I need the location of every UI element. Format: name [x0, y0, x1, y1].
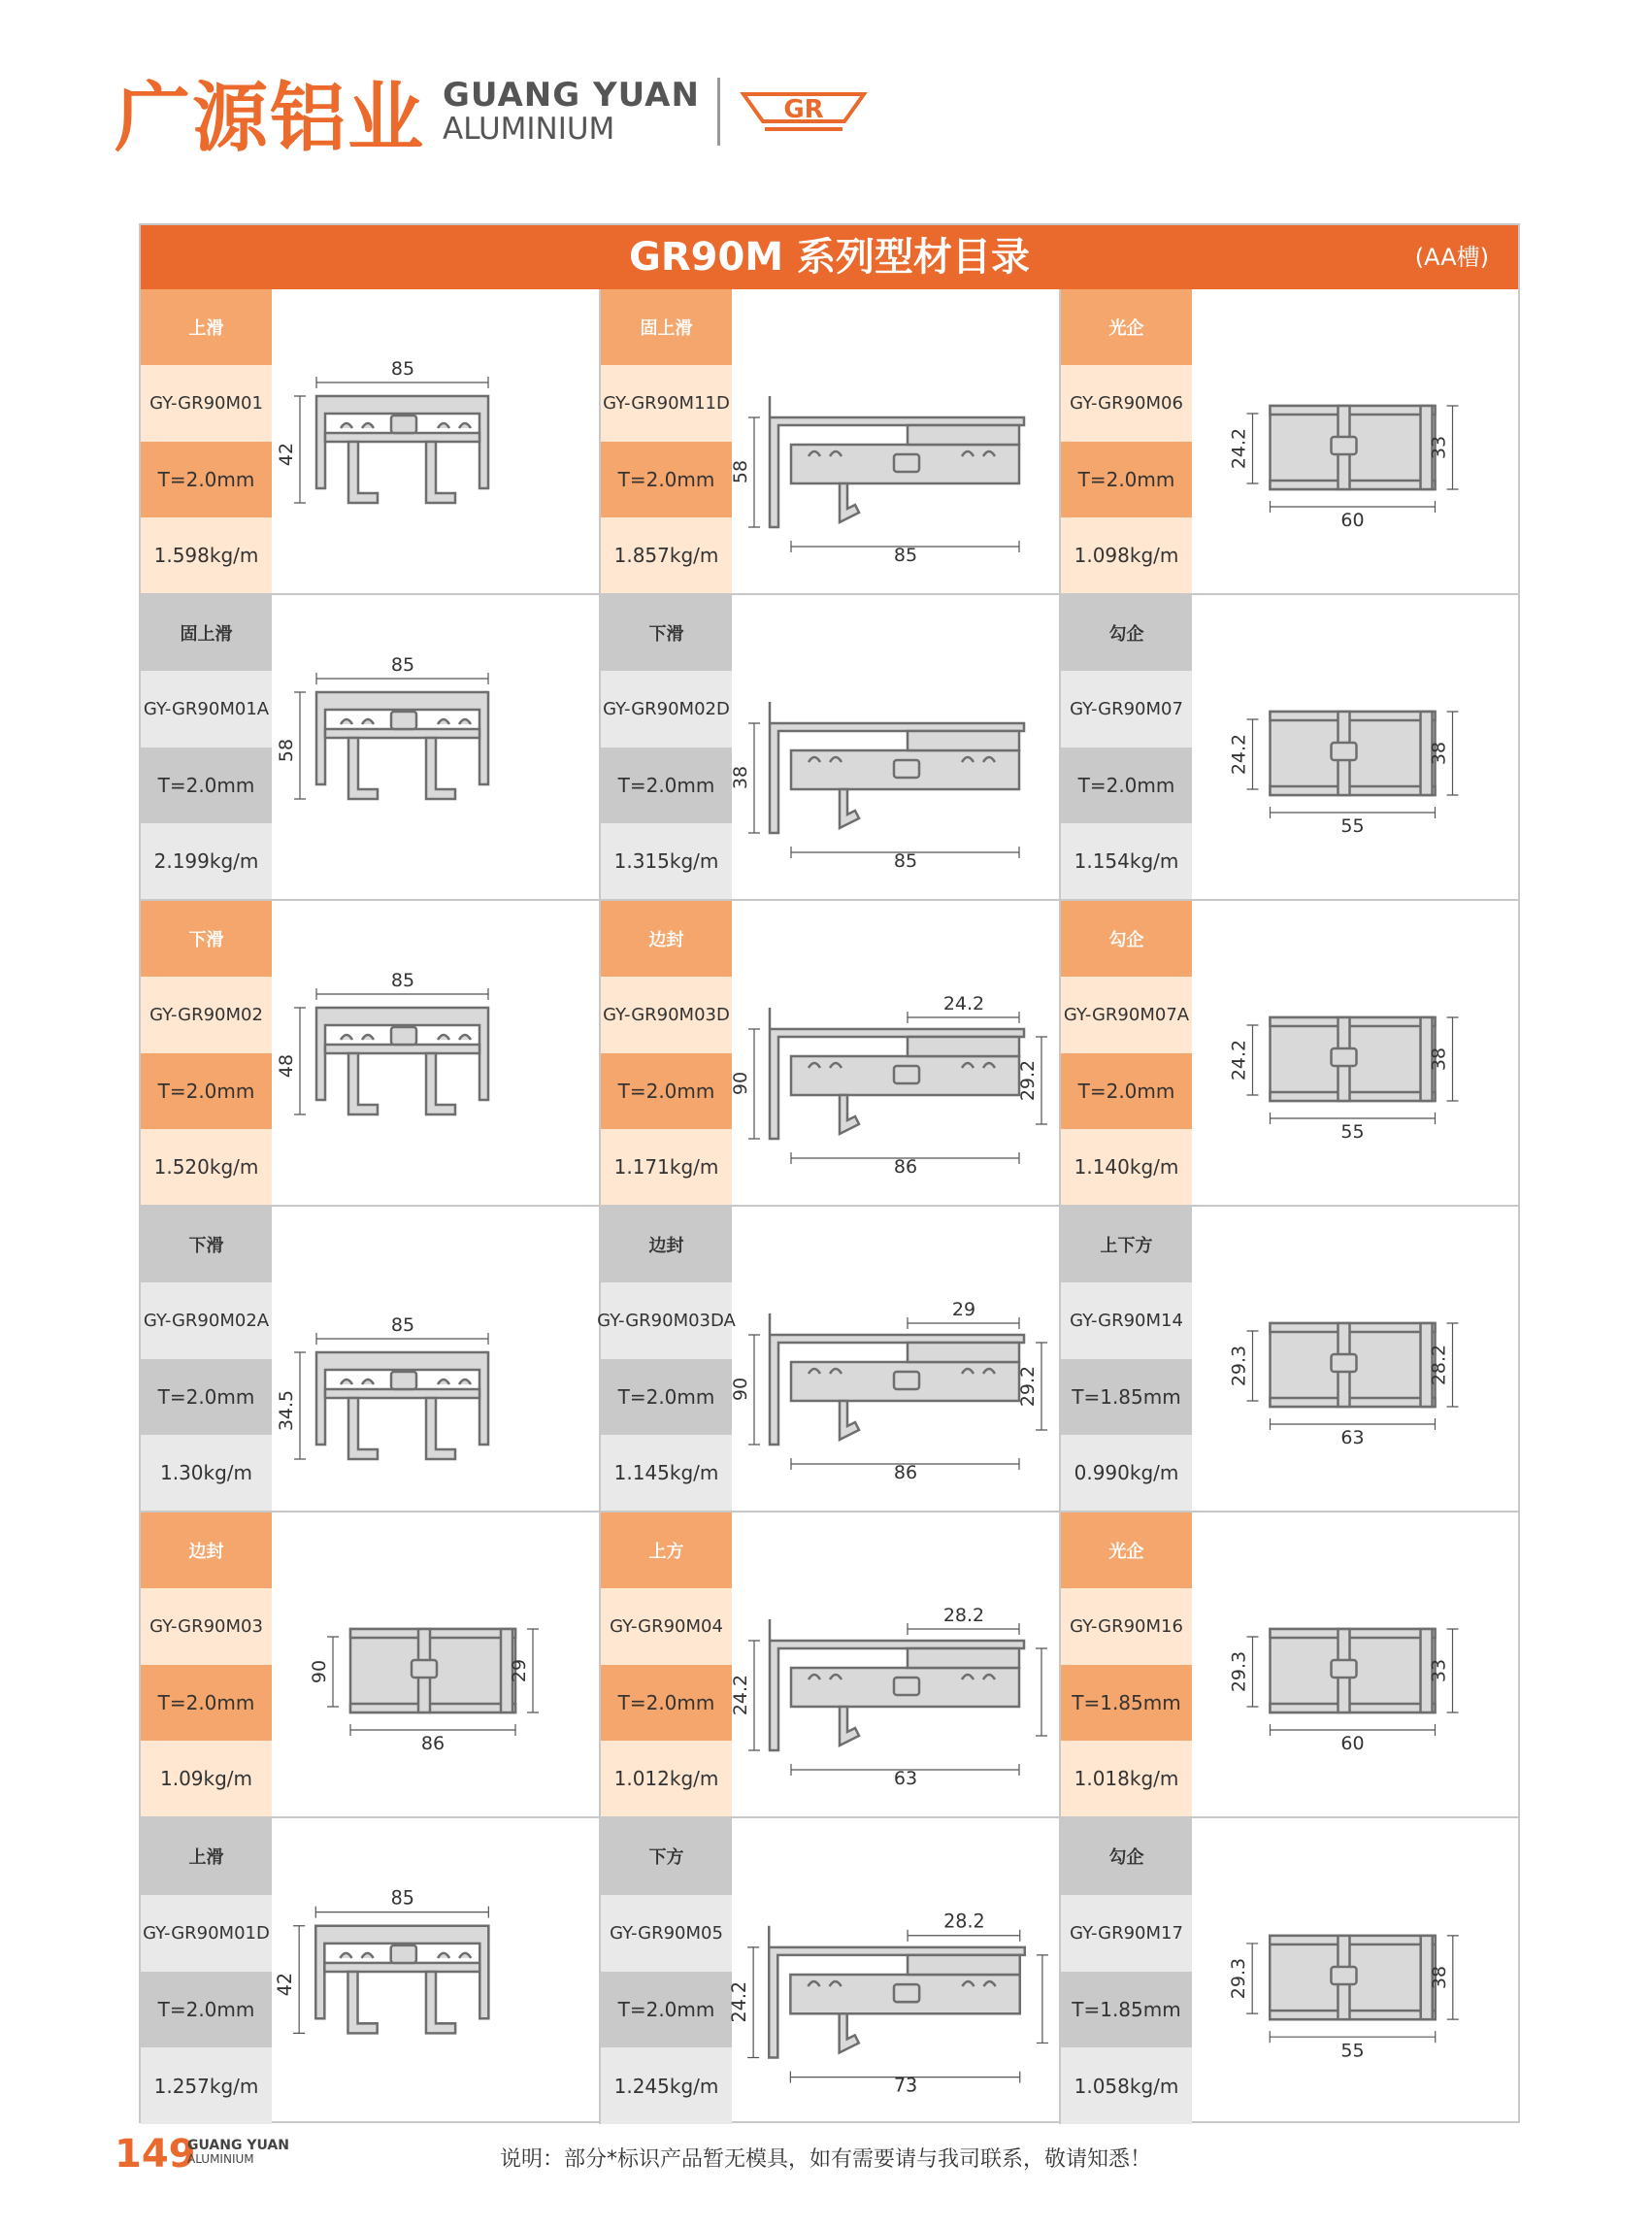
- profile-drawing: [272, 1207, 599, 1511]
- profile-section-svg: [272, 1818, 599, 2124]
- profile-code: GY-GR90M14: [1061, 1282, 1192, 1358]
- profile-drawing: [728, 1818, 1059, 2124]
- profile-thickness: T=2.0mm: [601, 1972, 732, 2048]
- dimension-label: 24.2: [728, 1980, 751, 2023]
- dimension-label: 28.2: [942, 1605, 985, 1626]
- profile-code: GY-GR90M01: [141, 365, 272, 441]
- profile-thickness: T=1.85mm: [1061, 1972, 1192, 2048]
- profile-name: 固上滑: [601, 289, 732, 365]
- profile-cell: [141, 901, 601, 1207]
- dimension-label: 28.2: [943, 1910, 985, 1933]
- profile-weight: 1.30kg/m: [141, 1435, 272, 1511]
- profile-cell: [1061, 901, 1518, 1207]
- profile-code: GY-GR90M02: [141, 977, 272, 1052]
- profile-thickness: T=2.0mm: [141, 1665, 272, 1741]
- profile-drawing: [272, 1818, 599, 2124]
- footer-brand-line2: ALUMINIUM: [187, 2152, 254, 2167]
- profile-section-svg: [272, 289, 599, 593]
- dimension-label: 55: [1340, 1121, 1365, 1143]
- profile-spec-labels: [141, 901, 272, 1205]
- profile-code: GY-GR90M02D: [601, 671, 732, 747]
- profile-drawing: [1192, 289, 1518, 593]
- profile-drawing: [732, 595, 1059, 899]
- profile-section-svg: [732, 901, 1059, 1205]
- dimension-label: 33: [1428, 435, 1450, 460]
- profile-section-svg: [732, 1207, 1059, 1511]
- dimension-label: 24.2: [1228, 427, 1250, 470]
- profile-section-svg: [1192, 1512, 1518, 1816]
- profile-weight: 1.058kg/m: [1061, 2047, 1192, 2124]
- profile-name: 勾企: [1061, 595, 1192, 671]
- profile-drawing: [1192, 1512, 1518, 1816]
- profile-cell: [141, 595, 601, 901]
- profile-cell: [601, 1818, 1061, 2124]
- profile-drawing: [1192, 901, 1518, 1205]
- profile-spec-labels: [601, 595, 732, 899]
- dimension-label: 29.2: [1017, 1365, 1039, 1408]
- profile-thickness: T=1.85mm: [1061, 1359, 1192, 1435]
- profile-drawing: [272, 289, 599, 593]
- profile-drawing: [1192, 595, 1518, 899]
- profile-section-svg: [272, 1207, 599, 1511]
- logo-text: GR: [783, 95, 824, 124]
- brand-en-line1: GUANG YUAN: [443, 75, 700, 115]
- profile-name: 上滑: [141, 1818, 272, 1895]
- profile-code: GY-GR90M11D: [601, 365, 732, 441]
- profile-weight: 1.154kg/m: [1061, 823, 1192, 899]
- catalog-title: GR90M 系列型材目录: [628, 235, 1031, 280]
- dimension-label: 29.3: [1228, 1345, 1250, 1387]
- profile-weight: 1.012kg/m: [601, 1741, 732, 1816]
- profile-drawing: [272, 901, 599, 1205]
- profile-thickness: T=2.0mm: [141, 748, 272, 823]
- profile-spec-labels: [601, 289, 732, 593]
- profile-thickness: T=2.0mm: [141, 1053, 272, 1129]
- dimension-label: 29.3: [1228, 1650, 1250, 1693]
- profile-weight: 0.990kg/m: [1061, 1435, 1192, 1511]
- profile-weight: 1.315kg/m: [601, 823, 732, 899]
- profile-name: 光企: [1061, 1512, 1192, 1588]
- profile-spec-labels: [1061, 1207, 1192, 1511]
- profile-code: GY-GR90M03DA: [601, 1282, 732, 1358]
- profile-thickness: T=2.0mm: [141, 1972, 272, 2048]
- profile-name: 光企: [1061, 289, 1192, 365]
- profile-weight: 1.171kg/m: [601, 1129, 732, 1205]
- dimension-label: 38: [1428, 1047, 1450, 1072]
- dimension-label: 85: [390, 1886, 414, 1910]
- catalog-note: (AA槽): [1414, 244, 1489, 271]
- profile-thickness: T=2.0mm: [141, 1359, 272, 1435]
- brand-name-cn: 广源铝业: [115, 75, 426, 162]
- profile-weight: 2.199kg/m: [141, 823, 272, 899]
- profile-name: 下滑: [141, 901, 272, 977]
- profile-weight: 1.520kg/m: [141, 1129, 272, 1205]
- page-number: 149: [115, 2132, 196, 2177]
- profile-spec-labels: [141, 1818, 272, 2124]
- profile-grid: [141, 289, 1518, 2121]
- profile-name: 下滑: [601, 595, 732, 671]
- profile-weight: 1.098kg/m: [1061, 517, 1192, 593]
- profile-code: GY-GR90M16: [1061, 1588, 1192, 1664]
- dimension-label: 86: [420, 1733, 446, 1754]
- profile-spec-labels: [601, 1512, 732, 1816]
- dimension-label: 29: [509, 1658, 530, 1683]
- profile-name: 边封: [601, 1207, 732, 1282]
- brand-divider: [717, 78, 720, 146]
- profile-thickness: T=2.0mm: [141, 442, 272, 517]
- dimension-label: 24.2: [730, 1674, 751, 1716]
- profile-section-svg: [1192, 1207, 1518, 1511]
- profile-weight: 1.857kg/m: [601, 517, 732, 593]
- profile-code: GY-GR90M01A: [141, 671, 272, 747]
- profile-weight: 1.018kg/m: [1061, 1741, 1192, 1816]
- profile-cell: [1061, 595, 1518, 901]
- profile-name: 固上滑: [141, 595, 272, 671]
- dimension-label: 73: [893, 2074, 918, 2097]
- dimension-label: 85: [390, 358, 415, 380]
- profile-drawing: [1192, 1207, 1518, 1511]
- dimension-label: 63: [893, 1768, 918, 1789]
- profile-spec-labels: [597, 1207, 736, 1511]
- dimension-label: 38: [1428, 741, 1450, 766]
- dimension-label: 90: [730, 1377, 751, 1402]
- profile-code: GY-GR90M07A: [1061, 977, 1192, 1052]
- profile-cell: [141, 1818, 601, 2124]
- dimension-label: 86: [893, 1462, 918, 1483]
- dimension-label: 42: [276, 442, 297, 467]
- dimension-label: 28.2: [1428, 1344, 1450, 1386]
- dimension-label: 58: [276, 738, 297, 763]
- profile-catalog-table: [139, 223, 1520, 2123]
- profile-weight: 1.257kg/m: [141, 2047, 272, 2124]
- profile-spec-labels: [141, 595, 272, 899]
- dimension-label: 38: [1428, 1965, 1450, 1990]
- profile-name: 勾企: [1061, 1818, 1192, 1895]
- profile-thickness: T=2.0mm: [601, 748, 732, 823]
- profile-code: GY-GR90M01D: [141, 1895, 272, 1972]
- profile-cell: [601, 289, 1061, 595]
- brand-en-line2: ALUMINIUM: [443, 111, 615, 147]
- profile-section-svg: [732, 595, 1059, 899]
- profile-section-svg: [272, 901, 599, 1205]
- dimension-label: 42: [274, 1972, 297, 1997]
- profile-code: GY-GR90M17: [1061, 1895, 1192, 1972]
- dimension-label: 63: [1340, 1427, 1365, 1448]
- profile-code: GY-GR90M06: [1061, 365, 1192, 441]
- profile-drawing: [1192, 1818, 1518, 2124]
- profile-code: GY-GR90M03D: [601, 977, 732, 1052]
- profile-thickness: T=2.0mm: [601, 1053, 732, 1129]
- dimension-label: 29: [951, 1299, 976, 1320]
- profile-drawing: [732, 1512, 1059, 1816]
- dimension-label: 90: [309, 1659, 330, 1684]
- profile-code: GY-GR90M04: [601, 1588, 732, 1664]
- profile-name: 下滑: [141, 1207, 272, 1282]
- dimension-label: 29.2: [1017, 1059, 1039, 1102]
- profile-spec-labels: [141, 1207, 272, 1511]
- profile-spec-labels: [601, 901, 732, 1205]
- profile-weight: 1.09kg/m: [141, 1741, 272, 1816]
- dimension-label: 58: [730, 459, 751, 484]
- profile-section-svg: [272, 595, 599, 899]
- dimension-label: 24.2: [1228, 1039, 1250, 1081]
- profile-cell: [601, 595, 1061, 901]
- dimension-label: 90: [730, 1071, 751, 1096]
- dimension-label: 38: [730, 765, 751, 790]
- profile-spec-labels: [1061, 901, 1192, 1205]
- profile-code: GY-GR90M05: [601, 1895, 732, 1972]
- profile-section-svg: [1192, 289, 1518, 593]
- profile-spec-labels: [1061, 289, 1192, 593]
- dimension-label: 60: [1340, 510, 1365, 531]
- dimension-label: 55: [1340, 2040, 1365, 2062]
- profile-drawing: [732, 289, 1059, 593]
- dimension-label: 85: [390, 970, 415, 991]
- profile-thickness: T=1.85mm: [1061, 1665, 1192, 1741]
- profile-spec-labels: [1061, 1818, 1192, 2124]
- profile-code: GY-GR90M03: [141, 1588, 272, 1664]
- footer-brand: [187, 2139, 289, 2167]
- profile-weight: 1.245kg/m: [601, 2047, 732, 2124]
- profile-section-svg: [1192, 595, 1518, 899]
- catalog-title-bar: [141, 225, 1518, 289]
- profile-drawing: [272, 1512, 599, 1816]
- profile-section-svg: [732, 289, 1059, 593]
- dimension-label: 24.2: [942, 993, 985, 1014]
- profile-drawing: [732, 1207, 1059, 1511]
- profile-weight: 1.140kg/m: [1061, 1129, 1192, 1205]
- profile-name: 上方: [601, 1512, 732, 1588]
- dimension-label: 55: [1340, 815, 1365, 837]
- profile-cell: [601, 1512, 1061, 1818]
- dimension-label: 60: [1340, 1733, 1365, 1754]
- profile-name: 下方: [601, 1818, 732, 1895]
- profile-spec-labels: [601, 1818, 732, 2124]
- profile-section-svg: [728, 1818, 1059, 2124]
- profile-cell: [141, 1512, 601, 1818]
- dimension-label: 29.3: [1228, 1957, 1250, 2000]
- profile-code: GY-GR90M07: [1061, 671, 1192, 747]
- profile-cell: [1061, 1512, 1518, 1818]
- profile-code: GY-GR90M02A: [141, 1282, 272, 1358]
- profile-cell: [1061, 1207, 1518, 1512]
- profile-spec-labels: [1061, 595, 1192, 899]
- profile-name: 上下方: [1061, 1207, 1192, 1282]
- dimension-label: 33: [1428, 1658, 1450, 1683]
- profile-thickness: T=2.0mm: [601, 1359, 732, 1435]
- profile-weight: 1.598kg/m: [141, 517, 272, 593]
- profile-name: 边封: [141, 1512, 272, 1588]
- dimension-label: 86: [893, 1156, 918, 1178]
- profile-cell: [1061, 289, 1518, 595]
- brand-header: [115, 68, 872, 162]
- profile-cell: [141, 1207, 601, 1512]
- dimension-label: 85: [390, 654, 415, 676]
- dimension-label: 85: [390, 1314, 415, 1336]
- dimension-label: 85: [893, 850, 918, 872]
- profile-spec-labels: [1061, 1512, 1192, 1816]
- brand-name-en: [443, 75, 700, 147]
- profile-name: 边封: [601, 901, 732, 977]
- profile-drawing: [272, 595, 599, 899]
- dimension-label: 48: [276, 1053, 297, 1079]
- profile-cell: [601, 901, 1061, 1207]
- footer-note: 说明：部分*标识产品暂无模具，如有需要请与我司联系，敬请知悉！: [500, 2147, 1152, 2172]
- profile-section-svg: [272, 1512, 599, 1816]
- profile-cell: [597, 1207, 1061, 1512]
- profile-cell: [1061, 1818, 1518, 2124]
- footer-brand-line1: GUANG YUAN: [187, 2138, 289, 2153]
- profile-thickness: T=2.0mm: [1061, 748, 1192, 823]
- profile-weight: 1.145kg/m: [601, 1435, 732, 1511]
- gr-logo-icon: [736, 73, 872, 150]
- profile-thickness: T=2.0mm: [1061, 1053, 1192, 1129]
- profile-name: 勾企: [1061, 901, 1192, 977]
- profile-thickness: T=2.0mm: [1061, 442, 1192, 517]
- dimension-label: 85: [893, 545, 918, 566]
- profile-spec-labels: [141, 289, 272, 593]
- profile-thickness: T=2.0mm: [601, 442, 732, 517]
- profile-section-svg: [1192, 1818, 1518, 2124]
- profile-spec-labels: [141, 1512, 272, 1816]
- profile-section-svg: [732, 1512, 1059, 1816]
- profile-drawing: [732, 901, 1059, 1205]
- profile-cell: [141, 289, 601, 595]
- dimension-label: 24.2: [1228, 733, 1250, 776]
- profile-thickness: T=2.0mm: [601, 1665, 732, 1741]
- profile-name: 上滑: [141, 289, 272, 365]
- profile-section-svg: [1192, 901, 1518, 1205]
- dimension-label: 34.5: [276, 1389, 297, 1432]
